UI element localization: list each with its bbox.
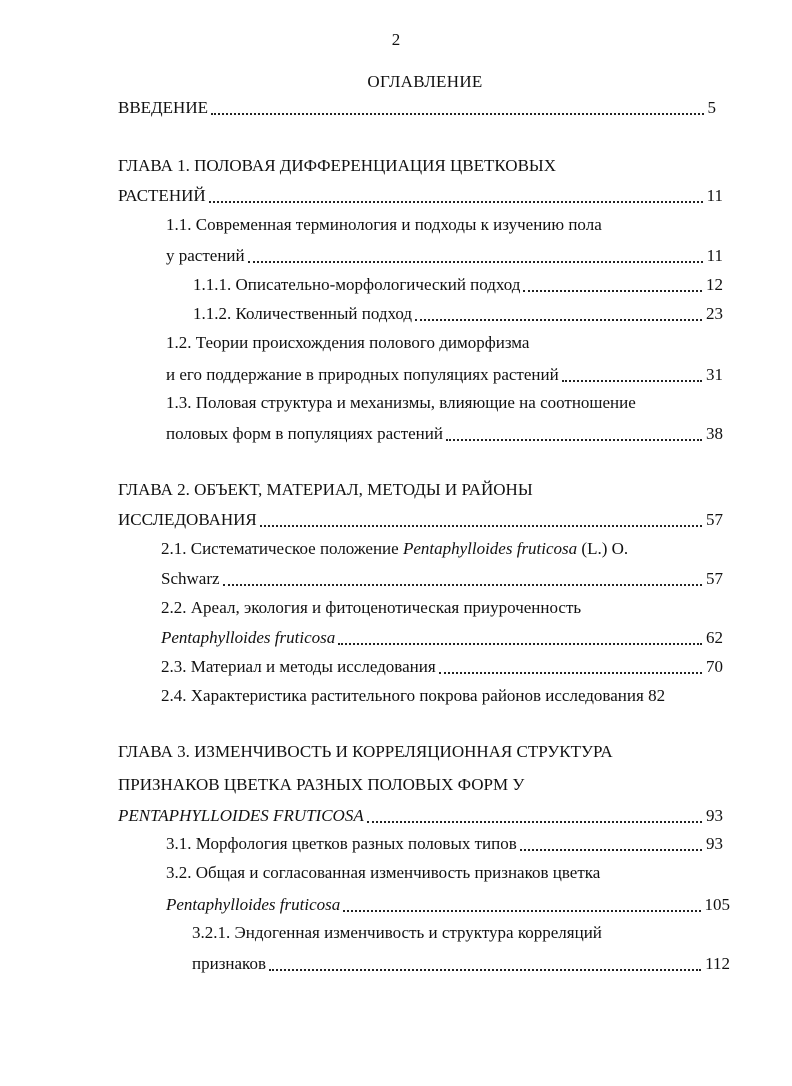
toc-section-2-3[interactable]	[161, 656, 723, 678]
toc-section-2-1-line1[interactable]	[161, 538, 628, 560]
species-name: Pentaphylloides fruticosa	[161, 628, 336, 647]
toc-chapter-3-line2[interactable]: ПРИЗНАКОВ ЦВЕТКА РАЗНЫХ ПОЛОВЫХ ФОРМ У	[118, 775, 525, 794]
toc-entry-label: РАСТЕНИЙ	[118, 186, 206, 205]
toc-section-1-1-line1[interactable]: 1.1. Современная терминология и подходы к изучению пола	[166, 215, 602, 234]
toc-entry-label: и его поддержание в природных популяциях растений	[166, 365, 559, 384]
toc-section-2-2[interactable]	[161, 627, 723, 649]
leader-dots	[260, 515, 702, 527]
leader-dots	[211, 103, 704, 115]
leader-dots	[248, 251, 703, 263]
toc-page-number: 62	[706, 628, 723, 647]
leader-dots	[209, 191, 703, 203]
toc-section-2-1[interactable]	[161, 568, 723, 590]
toc-entry-label: 1.1.1. Описательно-морфологический подход	[193, 275, 521, 294]
toc-page-number: 31	[706, 365, 723, 384]
toc-section-2-4[interactable]	[161, 685, 665, 707]
toc-section-1-3[interactable]	[166, 423, 723, 445]
toc-page-number: 11	[706, 246, 723, 265]
toc-page-number: 5	[707, 98, 716, 117]
toc-entry-label: ВВЕДЕНИЕ	[118, 98, 208, 117]
toc-entry-label: признаков	[192, 954, 266, 973]
toc-chapter-2-line1[interactable]: ГЛАВА 2. ОБЪЕКТ, МАТЕРИАЛ, МЕТОДЫ И РАЙОНЫ	[118, 480, 533, 499]
toc-page-number: 105	[704, 895, 730, 914]
toc-section-1-3-line1[interactable]: 1.3. Половая структура и механизмы, влияющие на соотношение	[166, 393, 636, 412]
toc-section-1-2[interactable]	[166, 364, 723, 386]
toc-section-1-1-2[interactable]	[193, 303, 723, 325]
toc-entry-label: 2.3. Материал и методы исследования	[161, 657, 436, 676]
toc-section-1-1[interactable]	[166, 245, 723, 267]
toc-page-number: 93	[706, 834, 723, 853]
toc-section-1-1-1[interactable]	[193, 274, 723, 296]
toc-page-number: 11	[706, 186, 723, 205]
species-name: Pentaphylloides fruticosa	[402, 539, 578, 558]
toc-chapter-3-line1[interactable]: ГЛАВА 3. ИЗМЕНЧИВОСТЬ И КОРРЕЛЯЦИОННАЯ СТРУКТУРА	[118, 742, 613, 761]
toc-entry-label: ИССЛЕДОВАНИЯ	[118, 510, 257, 529]
leader-dots	[415, 309, 702, 321]
toc-entry-text: (L.) O.	[577, 539, 629, 558]
leader-dots	[439, 662, 702, 674]
toc-heading: ОГЛАВЛЕНИЕ	[367, 72, 483, 91]
leader-dots	[446, 429, 702, 441]
toc-section-3-2-1[interactable]	[192, 953, 730, 975]
page-number: 2	[391, 30, 401, 49]
toc-section-3-2[interactable]	[166, 894, 730, 916]
toc-section-3-2-line1[interactable]: 3.2. Общая и согласованная изменчивость признаков цветка	[166, 863, 601, 882]
toc-page-number: 112	[705, 954, 730, 973]
leader-dots	[523, 280, 702, 292]
leader-dots	[367, 811, 702, 823]
toc-page-number: 23	[706, 304, 723, 323]
toc-chapter-1[interactable]	[118, 185, 723, 207]
toc-page-number: 57	[706, 569, 723, 588]
species-name: PENTAPHYLLOIDES FRUTICOSA	[118, 806, 364, 825]
toc-page-number: 12	[706, 275, 723, 294]
toc-chapter-1-line1[interactable]: ГЛАВА 1. ПОЛОВАЯ ДИФФЕРЕНЦИАЦИЯ ЦВЕТКОВЫХ	[118, 156, 557, 175]
toc-entry-label: 1.1.2. Количественный подход	[193, 304, 413, 323]
toc-entry-label: Schwarz	[161, 569, 220, 588]
toc-section-3-1[interactable]	[166, 833, 723, 855]
leader-dots	[338, 633, 702, 645]
leader-dots	[223, 574, 702, 586]
species-name: Pentaphylloides fruticosa	[166, 895, 341, 914]
toc-section-2-2-line1[interactable]: 2.2. Ареал, экология и фитоценотическая приуроченность	[161, 598, 582, 617]
toc-entry-label: 3.1. Морфология цветков разных половых типов	[166, 834, 517, 853]
leader-dots	[343, 900, 700, 912]
toc-entry-intro[interactable]	[118, 97, 716, 119]
leader-dots	[562, 370, 702, 382]
leader-dots	[520, 839, 702, 851]
toc-entry-label: половых форм в популяциях растений	[166, 424, 443, 443]
toc-page-number: 82	[648, 686, 666, 705]
toc-page-number: 57	[706, 510, 723, 529]
toc-entry-text: 2.1. Систематическое положение	[161, 539, 403, 558]
toc-entry-label: у растений	[166, 246, 245, 265]
toc-chapter-2[interactable]	[118, 509, 723, 531]
toc-entry-label: 2.4. Характеристика растительного покрова районов исследования	[161, 686, 644, 705]
toc-section-3-2-1-line1[interactable]: 3.2.1. Эндогенная изменчивость и структура корреляций	[192, 923, 602, 942]
toc-page-number: 93	[706, 806, 723, 825]
leader-dots	[269, 959, 701, 971]
toc-chapter-3[interactable]	[118, 805, 723, 827]
toc-page-number: 38	[706, 424, 723, 443]
toc-section-1-2-line1[interactable]: 1.2. Теории происхождения полового диморфизма	[166, 333, 530, 352]
toc-page-number: 70	[706, 657, 723, 676]
